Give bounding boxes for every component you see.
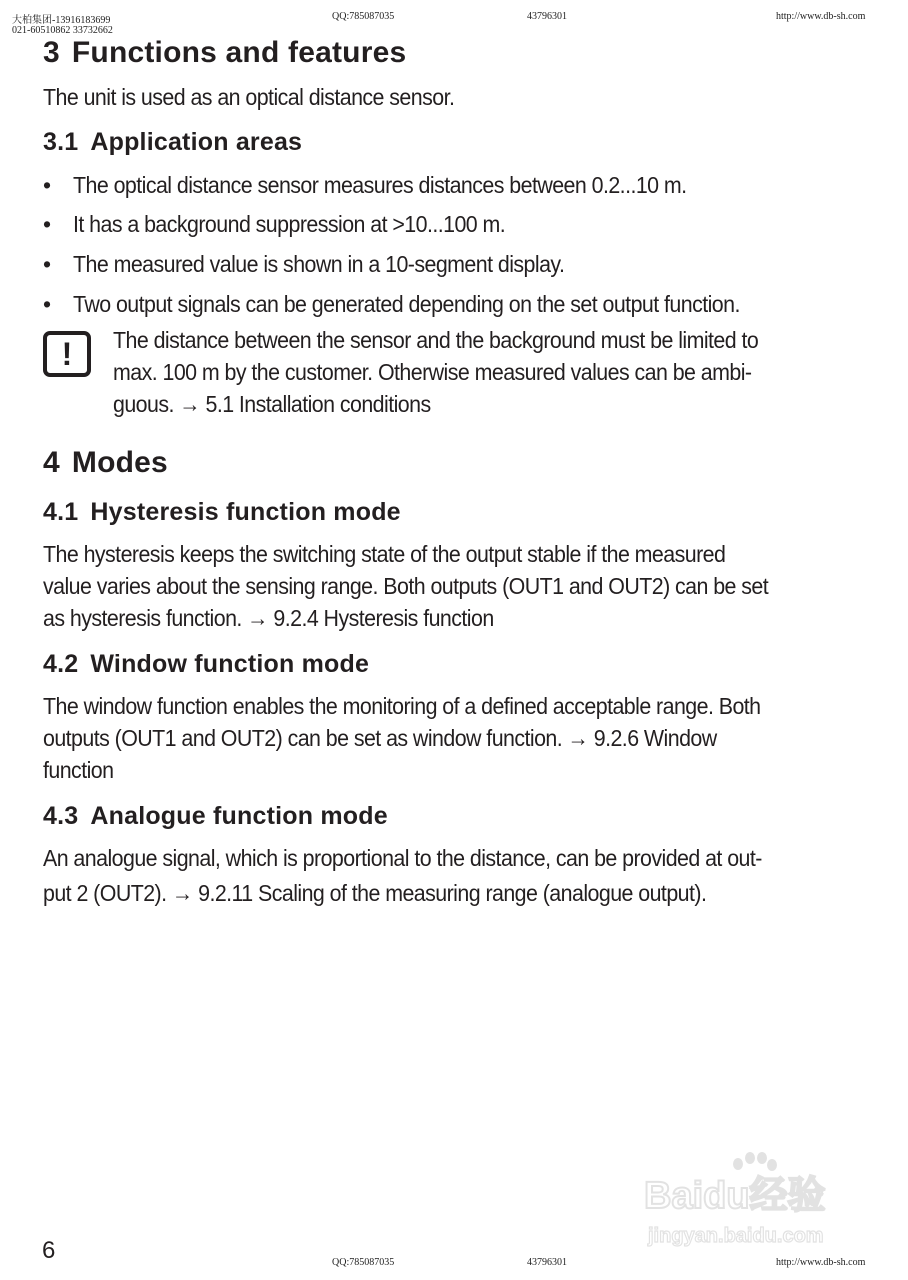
section-title: Application areas	[90, 128, 303, 156]
section-4-1-heading	[43, 498, 401, 527]
note-line: The distance between the sensor and the background must be limited to	[113, 327, 759, 353]
section-4-3-heading	[43, 802, 388, 831]
note-line: guous. → 5.1 Installation conditions	[113, 391, 431, 417]
section-number: 4.1	[43, 498, 79, 526]
paw-icon	[733, 1152, 777, 1171]
section-number: 4.2	[43, 650, 79, 678]
exclamation-icon: !	[61, 336, 73, 372]
paragraph-line: outputs (OUT1 and OUT2) can be set as window function. → 9.2.6 Window	[43, 725, 717, 751]
section-title: Hysteresis function mode	[90, 498, 401, 526]
paragraph-line: function	[43, 757, 114, 783]
list-item-text: Two output signals can be generated depending on the set output function.	[73, 291, 740, 317]
section-number: 3	[43, 36, 60, 69]
paragraph-line: The window function enables the monitoring of a defined acceptable range. Both	[43, 693, 761, 719]
section-title: Modes	[71, 446, 168, 479]
section-3-1-heading	[43, 128, 302, 157]
bullet-icon: •	[43, 172, 51, 198]
list-item-text: The measured value is shown in a 10-segment display.	[73, 251, 565, 277]
section-4-heading	[43, 446, 168, 480]
section-title: Window function mode	[90, 650, 370, 678]
section-number: 3.1	[43, 128, 79, 156]
header-qq: QQ:785087035	[332, 11, 395, 22]
paragraph-line: value varies about the sensing range. Both outputs (OUT1 and OUT2) can be set	[43, 573, 769, 599]
list-item-text: The optical distance sensor measures distances between 0.2...10 m.	[73, 172, 687, 198]
watermark-url: jingyan.baidu.com	[648, 1225, 824, 1247]
header-phones: 021-60510862 33732662	[12, 25, 113, 36]
paragraph-line: An analogue signal, which is proportional to the distance, can be provided at out-	[43, 845, 762, 871]
header-company: 大柏集团-13916183699	[12, 15, 111, 26]
note-line: max. 100 m by the customer. Otherwise measured values can be ambi-	[113, 359, 752, 385]
header-url: http://www.db-sh.com	[776, 11, 866, 22]
paragraph-line: The hysteresis keeps the switching state of the output stable if the measured	[43, 541, 726, 567]
section-4-2-heading	[43, 650, 369, 679]
footer-qq: QQ:785087035	[332, 1257, 395, 1268]
paragraph-line: as hysteresis function. → 9.2.4 Hysteresis function	[43, 605, 494, 631]
page-number: 6	[42, 1237, 56, 1264]
bullet-icon: •	[43, 251, 51, 277]
section-title: Analogue function mode	[90, 802, 388, 830]
footer-number: 43796301	[527, 1257, 567, 1268]
paragraph-line: put 2 (OUT2). → 9.2.11 Scaling of the measuring range (analogue output).	[43, 880, 707, 906]
header-number: 43796301	[527, 11, 567, 22]
footer-url: http://www.db-sh.com	[776, 1257, 866, 1268]
section-3-heading	[43, 36, 406, 70]
warning-icon	[43, 331, 91, 377]
watermark-text: Baidu经验	[644, 1175, 826, 1217]
section-3-intro: The unit is used as an optical distance sensor.	[43, 84, 455, 110]
bullet-icon: •	[43, 211, 51, 237]
section-title: Functions and features	[71, 36, 407, 69]
baidu-watermark-logo	[640, 1150, 860, 1250]
section-number: 4	[43, 446, 60, 479]
list-item-text: It has a background suppression at >10...100 m.	[73, 211, 506, 237]
section-number: 4.3	[43, 802, 79, 830]
bullet-icon: •	[43, 291, 51, 317]
